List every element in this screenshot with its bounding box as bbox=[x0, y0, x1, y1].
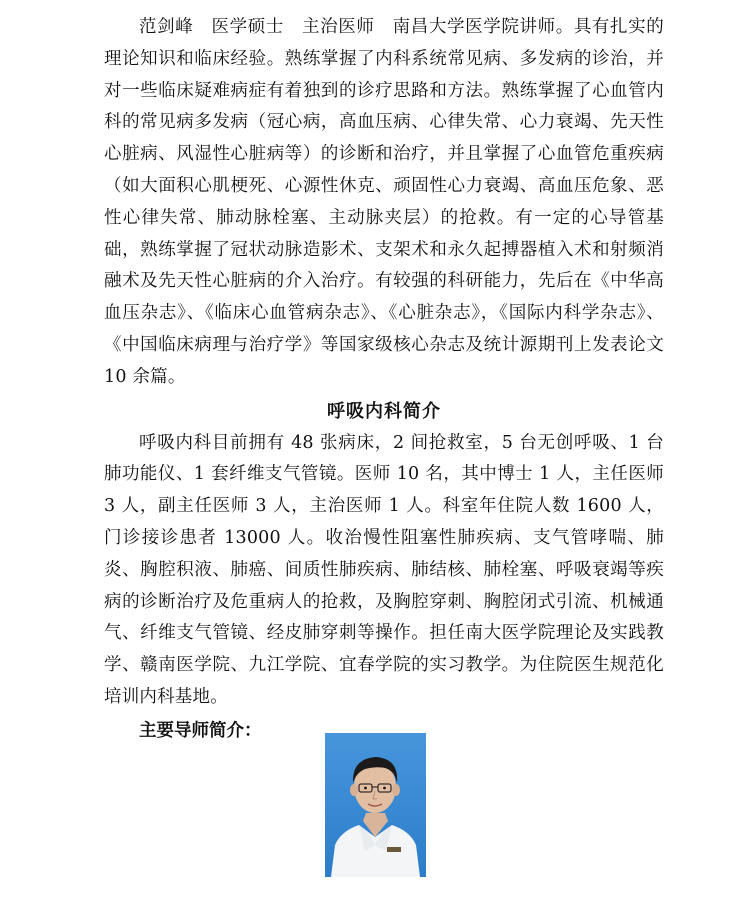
doctor-bio-paragraph: 范剑峰 医学硕士 主治医师 南昌大学医学院讲师。具有扎实的理论知识和临床经验。熟练掌握了内科系统常见病、多发病的诊治，并对一些临床疑难病症有着独到的诊疗思路和方法。熟练掌握了心血管内科的常见病多发病（冠心病，高血压病、心律失常、心力衰竭、先天性心脏病、风湿性心脏病等）的诊断和治疗，并且掌握了心血管危重疾病（如大面积心肌梗死、心源性休克、顽固性心力衰竭、高血压危象、恶性心律失常、肺动脉栓塞、主动脉夹层）的抢救。有一定的心导管基础，熟练掌握了冠状动脉造影术、支架术和永久起搏器植入术和射频消融术及先天性心脏病的介入治疗。有较强的科研能力，先后在《中华高血压杂志》、《临床心血管病杂志》、《心脏杂志》，《国际内科学杂志》、《中国临床病理与治疗学》等国家级核心杂志及统计源期刊上发表论文 10 余篇。 bbox=[104, 17, 664, 387]
department-intro-paragraph: 呼吸内科目前拥有 48 张病床，2 间抢救室，5 台无创呼吸、1 台肺功能仪、1 套纤维支气管镜。医师 10 名，其中博士 1 人，主任医师 3 人，副主任医师 3 人，主治医师 1 人。科室年住院人数 1600 人，门诊接诊患者 13000 人。收治慢性阻塞性肺疾病、支气管哮喘、肺炎、胸腔积液、肺癌、间质性肺疾病、肺结核、肺栓塞、呼吸衰竭等疾病的诊断治疗及危重病人的抢救，及胸腔穿刺、胸腔闭式引流、机械通气、纤维支气管镜、经皮肺穿刺等操作。担任南大医学院理论及实践教学、赣南医学院、九江学院、宜春学院的实习教学。为住院医生规范化培训内科基地。 bbox=[104, 432, 664, 707]
left-ear bbox=[350, 784, 358, 796]
left-eye bbox=[364, 787, 367, 790]
mentors-heading: 主要导师简介： bbox=[139, 720, 262, 741]
right-eye bbox=[383, 787, 386, 790]
portrait-illustration bbox=[325, 733, 426, 877]
right-ear bbox=[392, 784, 400, 796]
document-page bbox=[104, 12, 664, 748]
name-badge bbox=[387, 847, 401, 852]
mentor-portrait-photo bbox=[325, 733, 426, 877]
department-title: 呼吸内科简介 bbox=[327, 400, 441, 422]
